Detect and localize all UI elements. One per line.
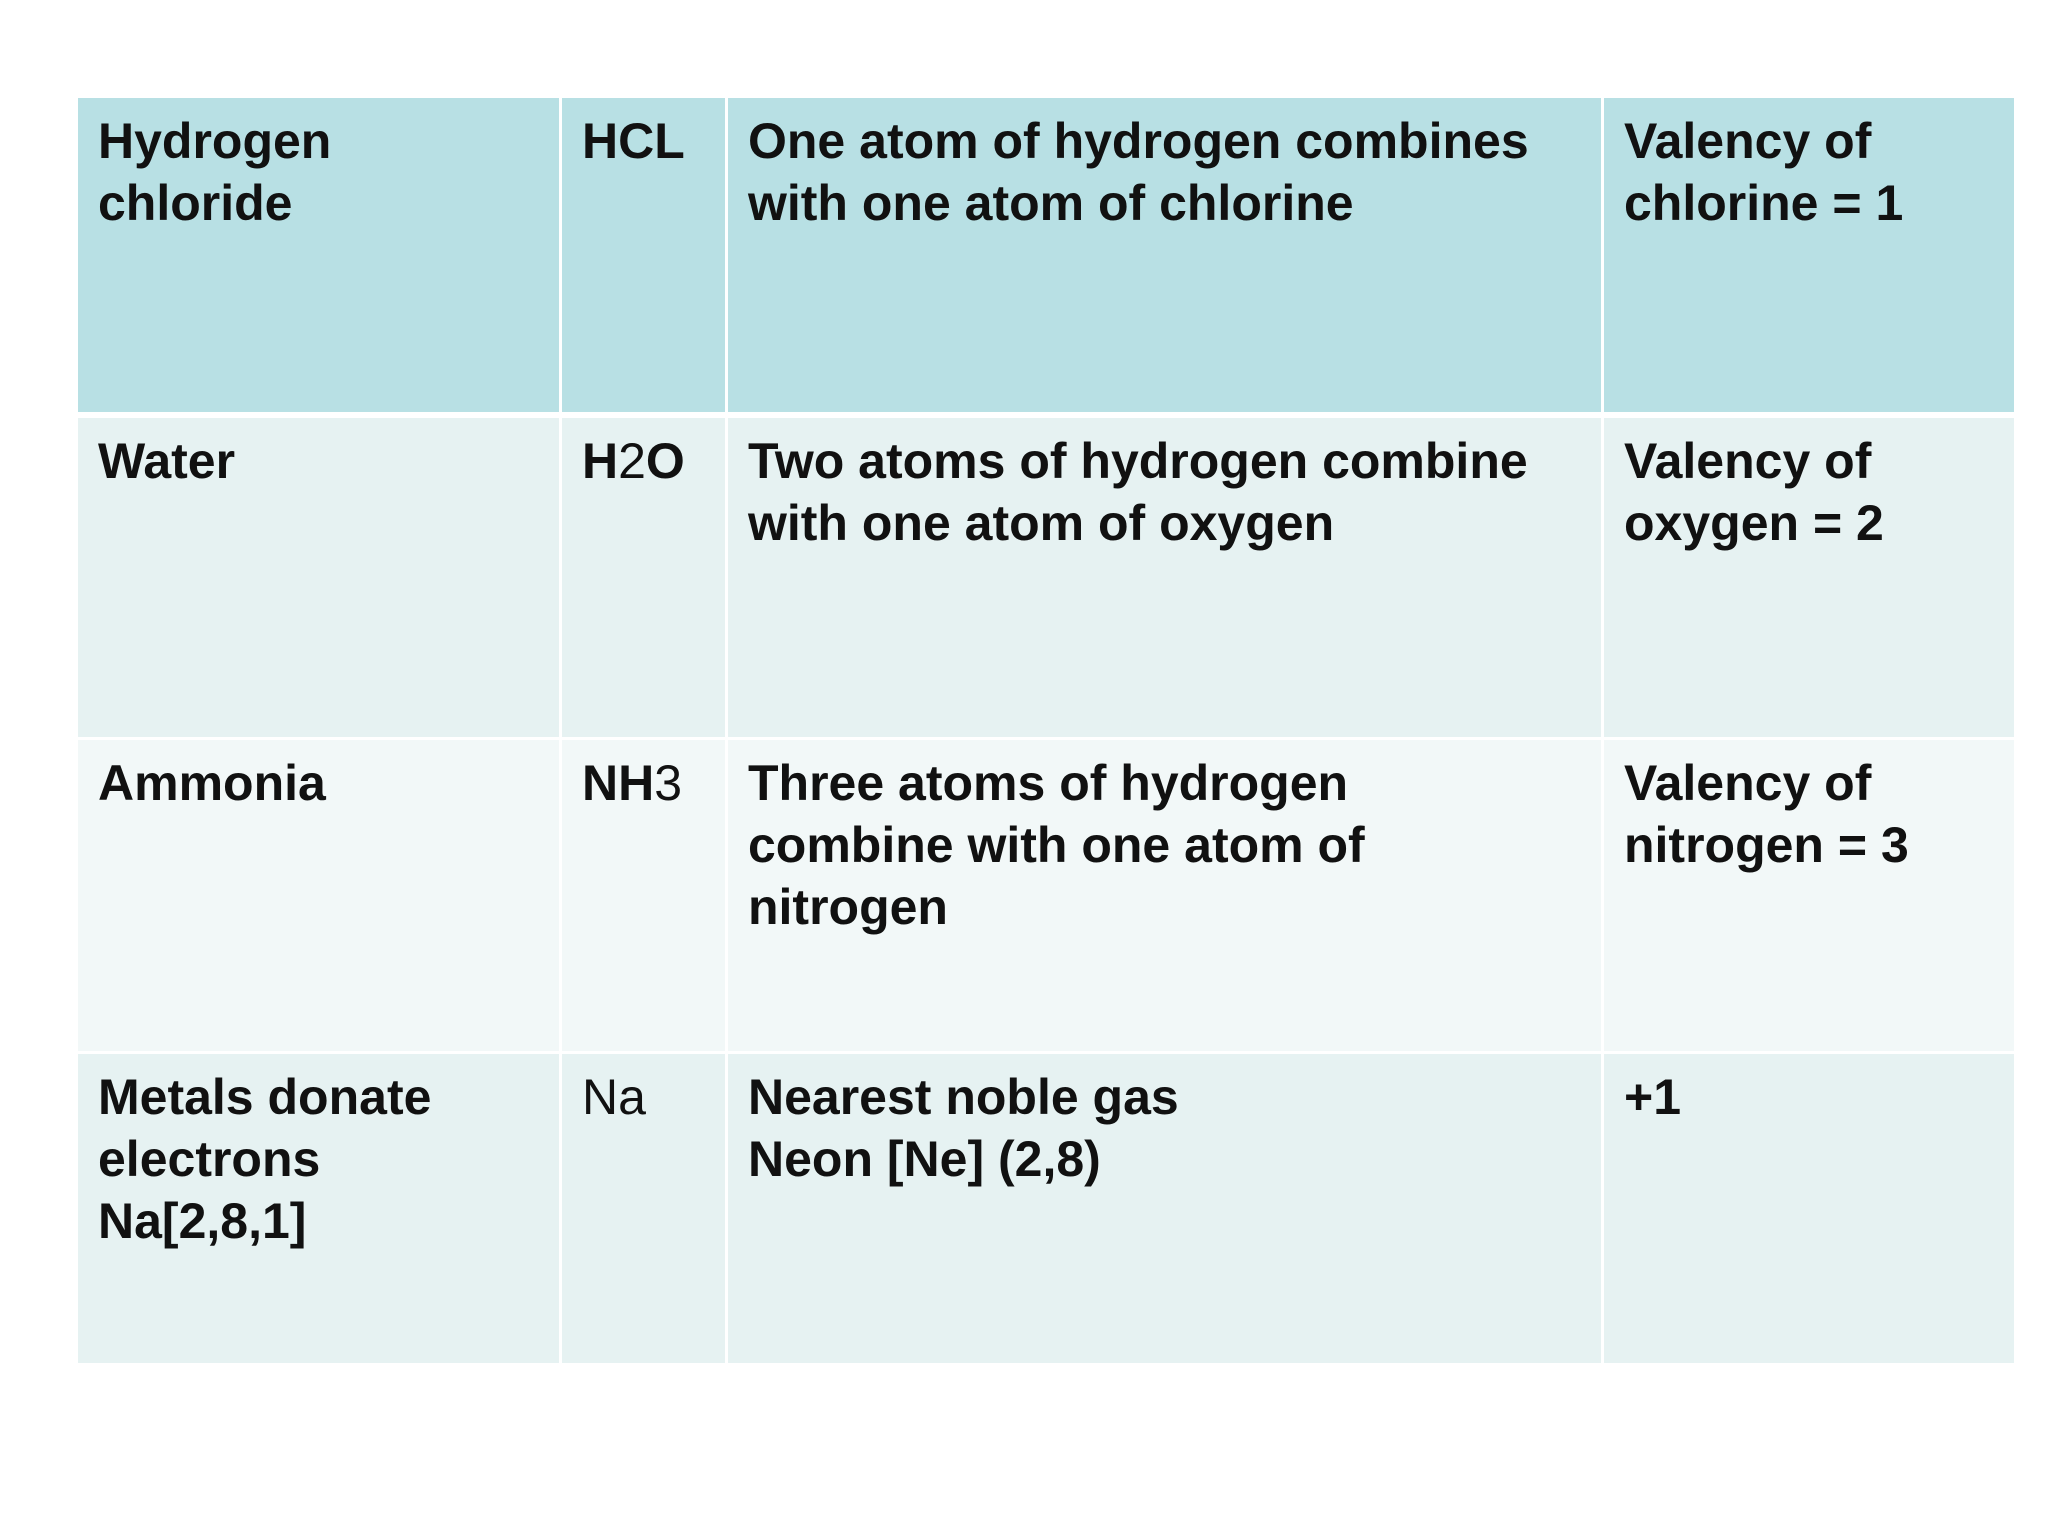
- valency-cell: [1604, 1054, 2014, 1366]
- valency-cell: [1604, 740, 2014, 1054]
- valency-cell: [1604, 98, 2014, 418]
- description-cell: [728, 1054, 1604, 1366]
- formula-subscript: 2: [618, 433, 646, 489]
- valency-table: [78, 98, 2014, 1366]
- description-cell: [728, 740, 1604, 1054]
- chemical-formula: HCL: [582, 113, 685, 169]
- compound-name: Water: [98, 433, 236, 489]
- table-row: [78, 1054, 2014, 1366]
- formula-cell: [562, 98, 728, 418]
- compound-cell: [78, 740, 562, 1054]
- compound-cell: [78, 418, 562, 740]
- description-cell: [728, 418, 1604, 740]
- compound-name: Hydrogen chloride: [98, 113, 332, 231]
- combination-description: Two atoms of hydrogen combine with one atom of oxygen: [748, 433, 1528, 551]
- formula-subscript: 3: [654, 755, 683, 811]
- chemical-formula: Na: [582, 1069, 646, 1125]
- compound-name: Ammonia: [98, 755, 326, 811]
- combination-description: Nearest noble gas Neon [Ne] (2,8): [748, 1069, 1179, 1187]
- compound-name: Metals donate electrons Na[2,8,1]: [98, 1069, 432, 1249]
- combination-description: Three atoms of hydrogen combine with one atom of nitrogen: [748, 755, 1365, 935]
- table-row: [78, 418, 2014, 740]
- compound-cell: [78, 1054, 562, 1366]
- valency-value: Valency of oxygen = 2: [1624, 433, 1884, 551]
- table-row: [78, 740, 2014, 1054]
- combination-description: One atom of hydrogen combines with one atom of chlorine: [748, 113, 1529, 231]
- table-row: [78, 98, 2014, 418]
- valency-cell: [1604, 418, 2014, 740]
- compound-cell: [78, 98, 562, 418]
- formula-cell: [562, 1054, 728, 1366]
- description-cell: [728, 98, 1604, 418]
- valency-value: Valency of chlorine = 1: [1624, 113, 1904, 231]
- chemical-formula: [582, 752, 705, 814]
- formula-element: O: [645, 433, 685, 489]
- formula-element: NH: [582, 755, 655, 811]
- formula-element: H: [582, 433, 619, 489]
- formula-cell: [562, 418, 728, 740]
- formula-cell: [562, 740, 728, 1054]
- valency-value: +1: [1624, 1069, 1682, 1125]
- valency-value: Valency of nitrogen = 3: [1624, 755, 1909, 873]
- chemical-formula: [582, 430, 705, 492]
